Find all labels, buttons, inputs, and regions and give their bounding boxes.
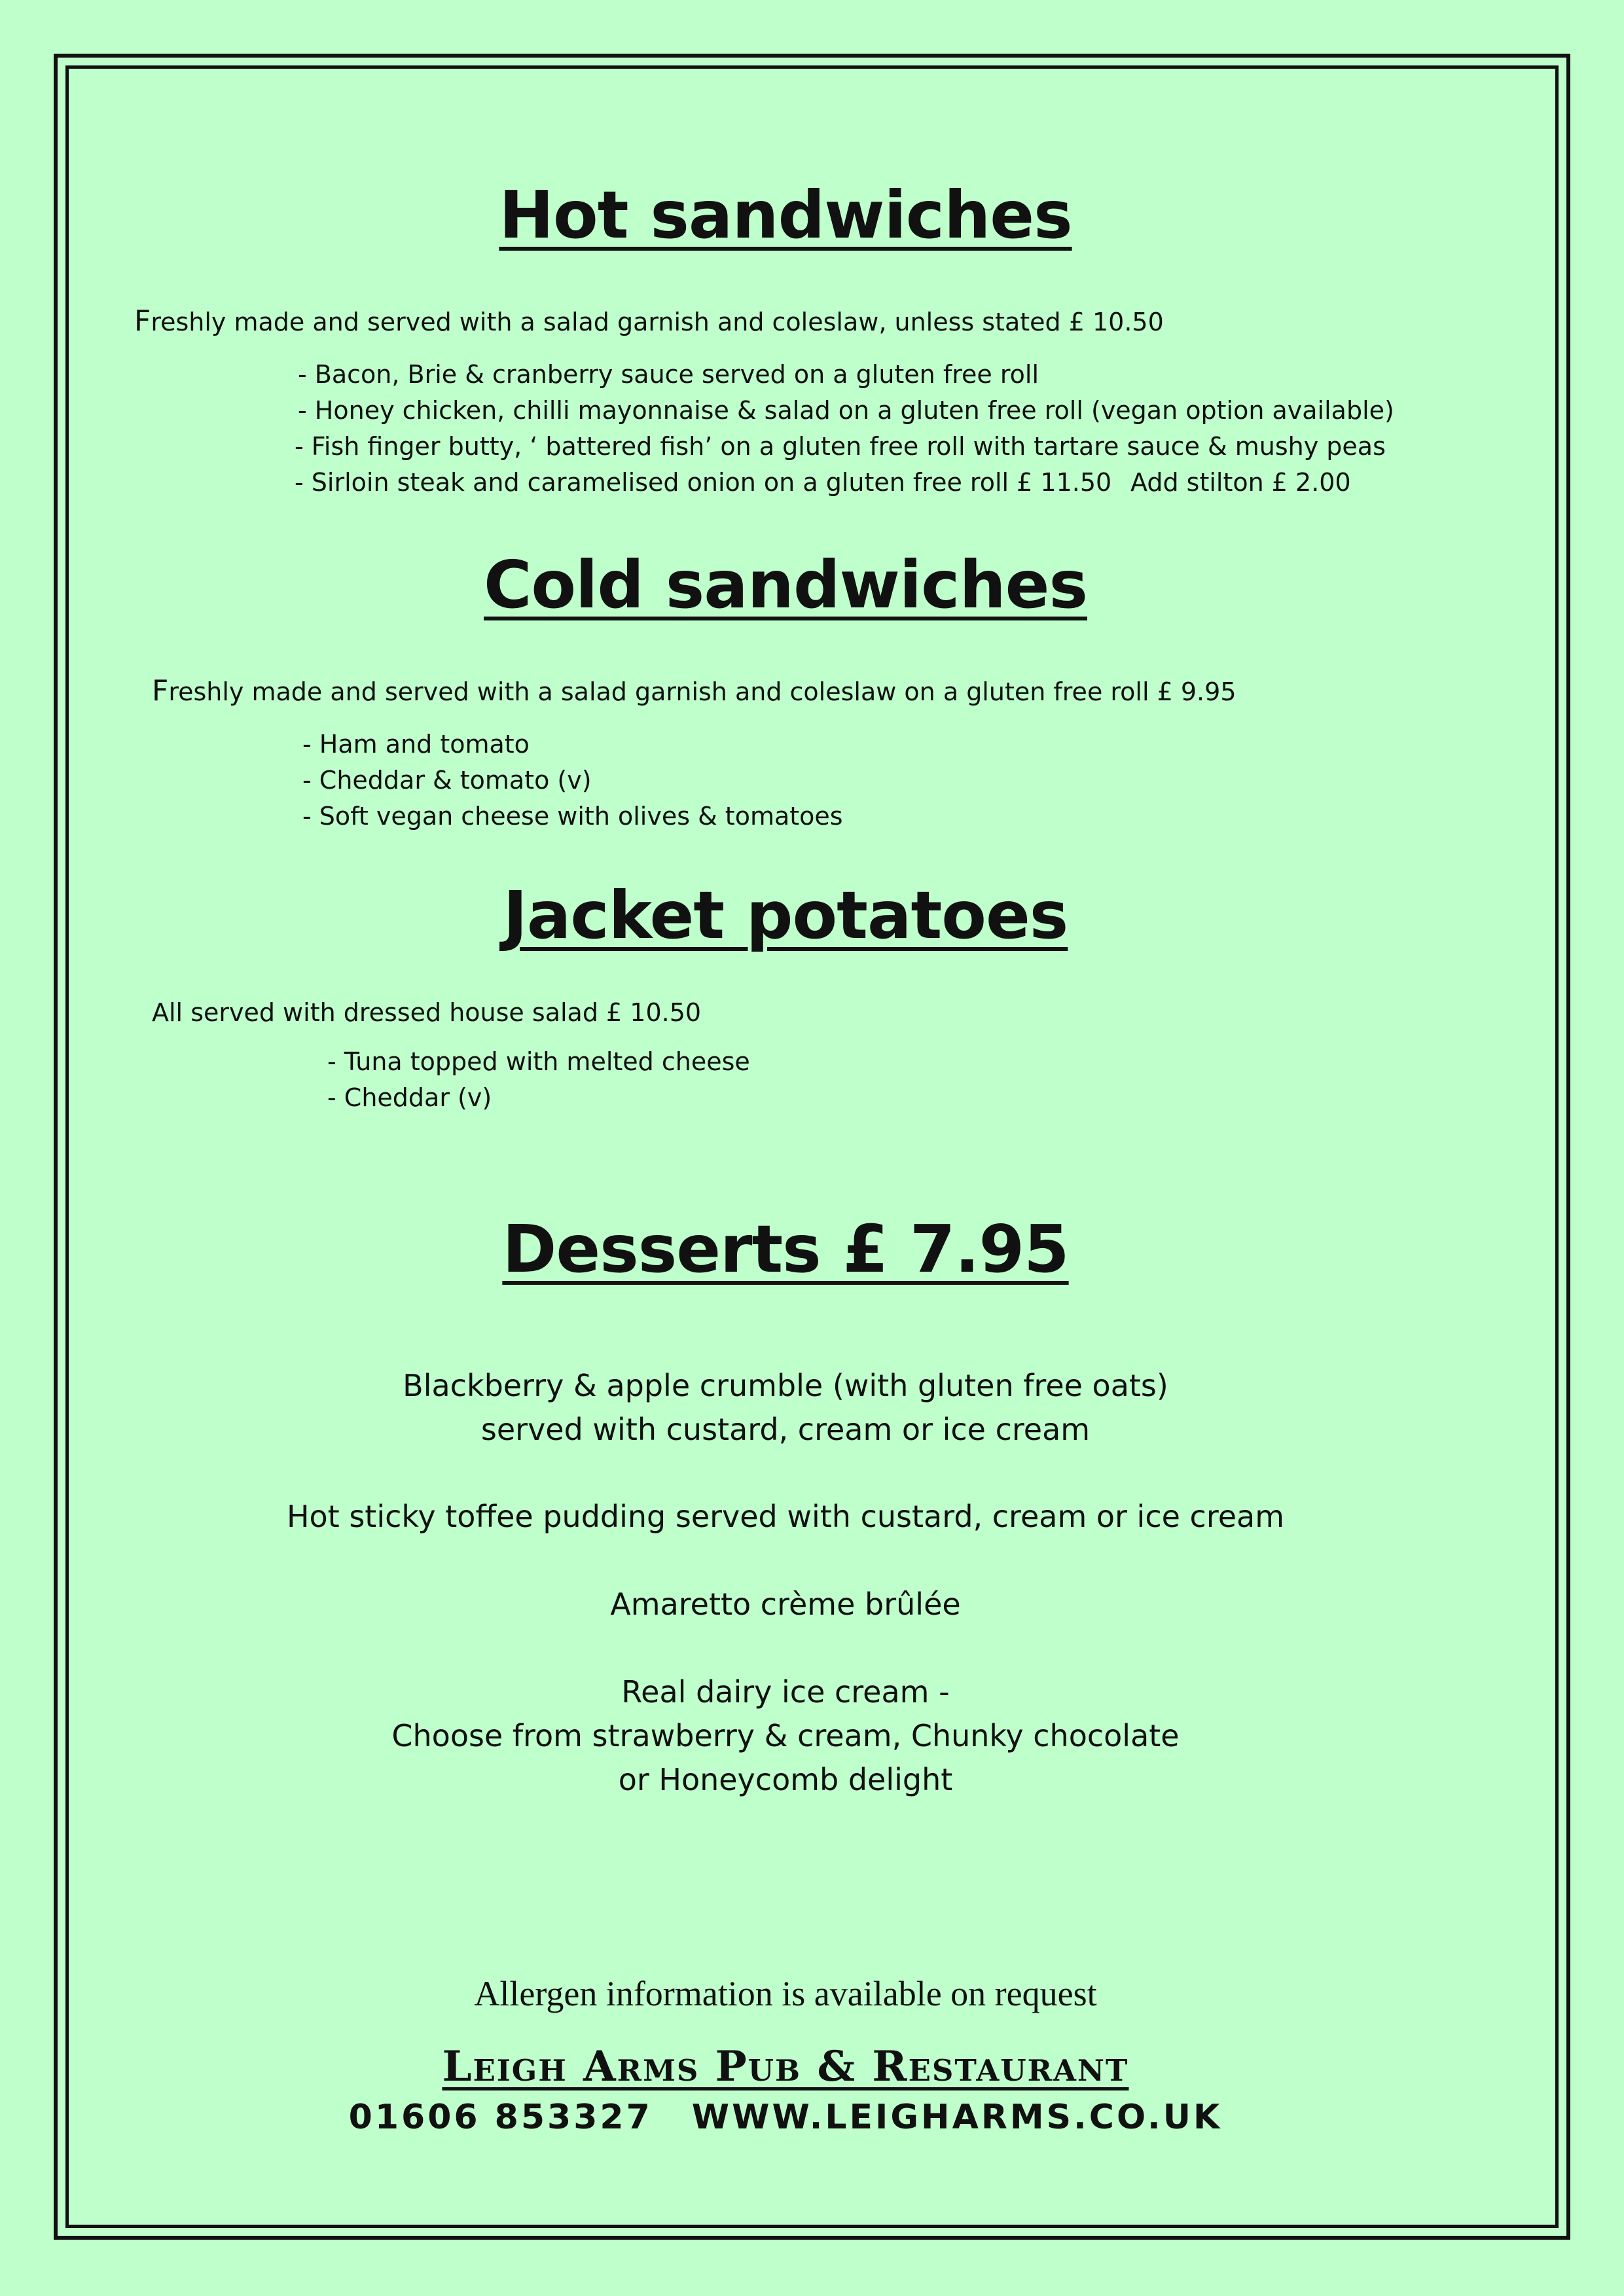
dessert-line: served with custard, cream or ice cream (480, 1412, 1091, 1447)
jacket-potatoes-intro: All served with dressed house salad £ 10.50 (152, 998, 702, 1027)
cold-intro-initial: F (152, 674, 169, 708)
cold-item: - Cheddar & tomato (v) (302, 766, 592, 795)
page-border-inner (65, 65, 1559, 2228)
hot-item: - Fish finger butty, ‘ battered fish’ on a gluten free roll with tartare sauce & mushy peas (295, 432, 1386, 461)
cold-sandwiches-intro (152, 674, 1236, 708)
cold-item: - Soft vegan cheese with olives & tomatoes (302, 802, 843, 831)
dessert-line: Amaretto crème brûlée (610, 1587, 961, 1622)
hot-item: - Bacon, Brie & cranberry sauce served on a gluten free roll (298, 360, 1039, 389)
dessert-line: Real dairy ice cream - (621, 1674, 950, 1710)
hot-item: - Honey chicken, chilli mayonnaise & salad on a gluten free roll (vegan option available) (298, 396, 1394, 425)
dessert-line: Hot sticky toffee pudding served with custard, cream or ice cream (286, 1499, 1285, 1534)
cold-item: - Ham and tomato (302, 730, 530, 759)
cold-sandwiches-heading: Cold sandwiches (483, 547, 1087, 623)
dessert-line: Blackberry & apple crumble (with gluten free oats) (403, 1368, 1168, 1403)
contact-line (0, 2098, 1571, 2137)
jacket-item: - Cheddar (v) (327, 1083, 492, 1112)
hot-sandwiches-intro (134, 304, 1164, 338)
jacket-item: - Tuna topped with melted cheese (327, 1047, 750, 1076)
phone-number: 01606 853327 (348, 2098, 653, 2137)
cold-intro-text: reshly made and served with a salad garnish and coleslaw on a gluten free roll £ 9.95 (168, 677, 1236, 706)
jacket-potatoes-heading: Jacket potatoes (503, 877, 1068, 954)
restaurant-name: Leigh Arms Pub & Restaurant (442, 2042, 1129, 2091)
hot-item: - Sirloin steak and caramelised onion on a gluten free roll £ 11.50 (295, 468, 1112, 497)
website-link[interactable]: WWW.LEIGHARMS.CO.UK (691, 2098, 1223, 2137)
desserts-heading: Desserts £ 7.95 (502, 1211, 1069, 1287)
dessert-line: Choose from strawberry & cream, Chunky chocolate (391, 1718, 1180, 1753)
dessert-line: or Honeycomb delight (618, 1762, 953, 1797)
allergen-notice: Allergen information is available on request (474, 1974, 1097, 2013)
hot-sandwiches-heading: Hot sandwiches (499, 177, 1072, 253)
hot-intro-text: reshly made and served with a salad garnish and coleslaw, unless stated £ 10.50 (151, 308, 1164, 336)
hot-intro-initial: F (134, 304, 151, 338)
hot-addon: Add stilton £ 2.00 (1130, 468, 1351, 497)
